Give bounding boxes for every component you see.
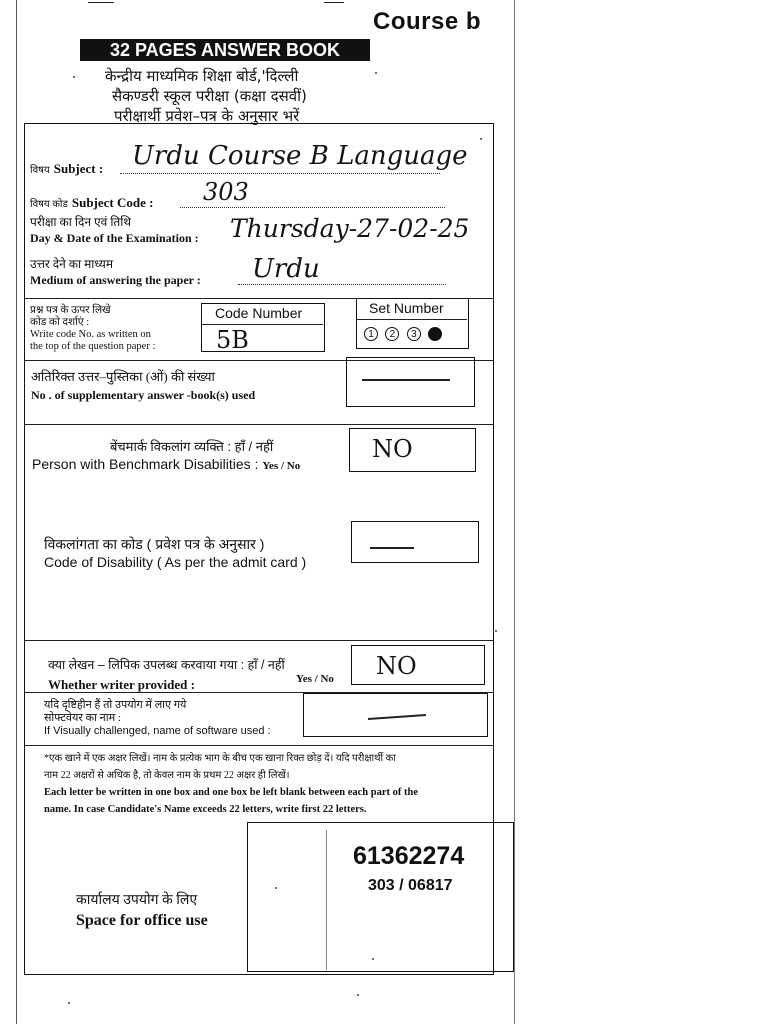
office-use-label-english: Space for office use — [76, 912, 208, 929]
medium-label-english: Medium of answering the paper : — [30, 273, 201, 287]
exam-date-value: Thursday-27-02-25 — [230, 214, 470, 243]
subject-code-label-hindi: विषय कोड — [30, 199, 68, 210]
set-option-2[interactable]: 2 — [385, 327, 399, 341]
instructions-english-1: Each letter be written in one box and one box be left blank between each part of the — [44, 787, 418, 798]
divider-writer — [24, 640, 494, 641]
subject-label-english: Subject : — [53, 161, 104, 176]
disability-code-label — [44, 535, 306, 571]
subject-code-underline — [180, 207, 445, 208]
disability-code-label-hindi: विकलांगता का कोड ( प्रवेश पत्र के अनुसार ) — [44, 536, 265, 552]
code-number-divider — [202, 324, 323, 325]
exam-date-label-hindi: परीक्षा का दिन एवं तिथि — [30, 215, 132, 229]
top-scan-mark-right — [324, 2, 344, 3]
scan-speck — [68, 1002, 70, 1004]
instructions-hindi-1: *एक खाने में एक अक्षर लिखें। नाम के प्रत्येक भाग के बीच एक खाना रिक्त छोड़ दें। यदि परीक्षार्थी का — [44, 753, 396, 764]
benchmark-answer-value: NO — [372, 435, 413, 463]
software-label-hindi-1: यदि दृष्टिहीन हैं तो उपयोग में लाए गये — [44, 699, 187, 711]
medium-label-hindi: उत्तर देने का माध्यम — [30, 257, 114, 271]
subject-code-value: 303 — [203, 178, 249, 206]
writer-label-hindi: क्या लेखन – लिपिक उपलब्ध करवाया गया : हाँ / नहीं — [48, 658, 285, 672]
benchmark-label-hindi: बेंचमार्क विकलांग व्यक्ति : हाँ / नहीं — [110, 439, 274, 454]
medium-underline — [238, 284, 446, 285]
scan-speck — [357, 994, 359, 996]
exam-date-label-english: Day & Date of the Examination : — [30, 231, 199, 245]
name-instructions — [44, 750, 494, 818]
instructions-hindi-2: नाम 22 अक्षरों से अधिक है, तो केवल नाम के प्रथम 22 अक्षर ही लिखें। — [44, 770, 290, 781]
scan-speck — [73, 76, 75, 78]
code-instruction-hindi-2: कोड को दर्शाएं : — [30, 317, 90, 328]
benchmark-label-english-text: Person with Benchmark Disabilities : — [32, 456, 259, 472]
subject-label-hindi: विषय — [30, 165, 50, 176]
office-use-inner-line — [326, 830, 327, 970]
course-label: Course b — [373, 8, 482, 35]
answer-book-title-banner — [80, 39, 370, 61]
software-label-english: If Visually challenged, name of software used : — [44, 725, 271, 737]
scan-speck — [375, 72, 377, 74]
medium-label — [30, 256, 201, 288]
office-use-number-sub: 303 / 06817 — [368, 877, 453, 894]
set-option-1[interactable]: 1 — [364, 327, 378, 341]
exam-date-label — [30, 214, 199, 246]
code-instruction — [30, 305, 155, 353]
disability-code-dash-mark — [370, 547, 414, 549]
disability-code-label-english: Code of Disability ( As per the admit card ) — [44, 554, 307, 570]
disability-code-box — [351, 521, 479, 563]
divider-benchmark — [24, 424, 494, 425]
supplementary-label-hindi: अतिरिक्त उत्तर–पुस्तिका (ओं) की संख्या — [31, 369, 215, 384]
subject-underline — [120, 173, 440, 174]
code-instruction-english-1: Write code No. as written on — [30, 329, 151, 340]
set-number-label: Set Number — [369, 300, 444, 316]
subject-code-label-english: Subject Code : — [71, 195, 154, 210]
subject-code-label — [30, 194, 153, 212]
writer-answer-box — [351, 645, 485, 685]
software-answer-box — [303, 693, 488, 737]
medium-value: Urdu — [252, 254, 320, 284]
set-option-3[interactable]: 3 — [407, 327, 421, 341]
code-number-value: 5B — [216, 326, 249, 354]
supplementary-count-box — [346, 357, 475, 407]
writer-answer-value: NO — [376, 652, 417, 680]
scan-speck — [495, 630, 497, 632]
supplementary-label-english: No . of supplementary answer -book(s) used — [31, 388, 256, 402]
writer-yes-no: Yes / No — [296, 673, 334, 685]
benchmark-label-english — [32, 456, 300, 472]
supplementary-dash-mark — [362, 379, 450, 381]
divider-instructions — [24, 745, 494, 746]
code-instruction-hindi-1: प्रश्न पत्र के ऊपर लिखे — [30, 305, 111, 316]
benchmark-yes-no: Yes / No — [262, 460, 301, 472]
software-label-hindi-2: सोफ्टवेयर का नाम : — [44, 712, 121, 724]
code-number-label: Code Number — [215, 305, 303, 321]
answer-book-title: 32 PAGES ANSWER BOOK — [109, 40, 341, 60]
set-number-divider — [357, 319, 467, 320]
writer-label-english: Whether writer provided : — [48, 677, 195, 692]
fill-instruction-hindi: परीक्षार्थी प्रवेश–पत्र के अनुसार भरें — [114, 107, 300, 125]
supplementary-label — [31, 368, 255, 404]
scan-speck — [372, 958, 374, 960]
office-use-label-hindi: कार्यालय उपयोग के लिए — [76, 893, 198, 908]
set-option-4-selected[interactable]: 4 — [428, 327, 442, 341]
code-instruction-english-2: the top of the question paper : — [30, 341, 156, 352]
subject-value: Urdu Course B Language — [132, 141, 468, 171]
page-right-edge — [514, 0, 515, 1024]
set-number-options — [364, 325, 445, 343]
scan-speck — [275, 887, 277, 889]
top-scan-mark-left — [88, 2, 114, 3]
scan-speck — [480, 138, 482, 140]
software-label — [44, 699, 271, 738]
page-left-edge — [16, 0, 17, 1024]
subject-label — [30, 160, 103, 178]
office-use-number-main: 61362274 — [353, 842, 465, 870]
instructions-english-2: name. In case Candidate's Name exceeds 22 letters, write first 22 letters. — [44, 804, 367, 815]
office-use-label — [76, 891, 208, 931]
board-name-hindi: केन्द्रीय माध्यमिक शिक्षा बोर्ड,'दिल्ली — [105, 67, 299, 85]
exam-name-hindi: सैकण्डरी स्कूल परीक्षा (कक्षा दसवीं) — [112, 87, 307, 105]
